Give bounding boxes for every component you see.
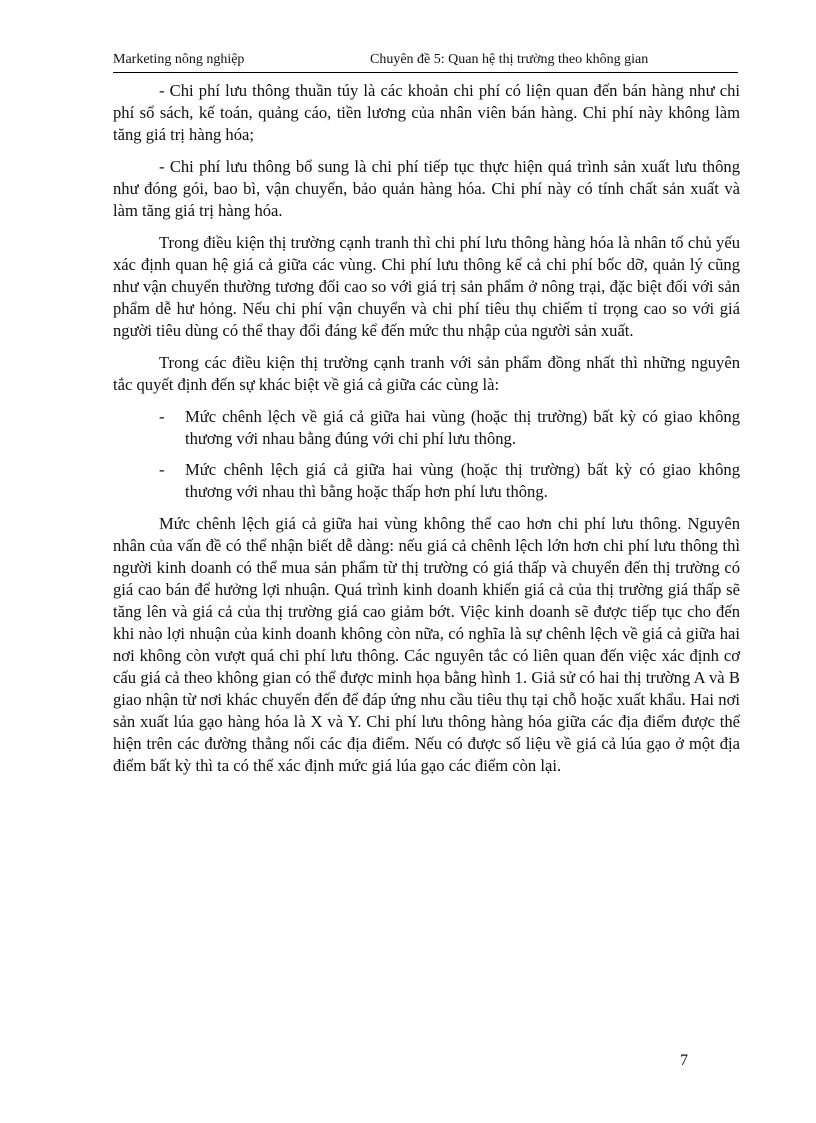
paragraph-price-difference: Mức chênh lệch giá cả giữa hai vùng không thể cao hơn chi phí lưu thông. Nguyên nhân của vấn đề có thể nhận biết dễ dàng: nếu giá cả chênh lệch lớn hơn chi phí lưu thông thì người kinh doanh có thể mua sản phẩm từ thị trường có giá thấp và chuyển đến thị trường có giá cao bán để hưởng lợi nhuận. Quá trình kinh doanh khiến giá cả của thị trường giá thấp sẽ tăng lên và giá cả của thị trường giá cao giảm bớt. Việc kinh doanh sẽ được tiếp tục cho đến khi nào lợi nhuận của kinh doanh không còn nữa, có nghĩa là sự chênh lệch về giá cả giữa hai nơi không còn vượt quá chi phí lưu thông. Các nguyên tắc có liên quan đến việc xác định cơ cấu giá cả theo không gian có thể được minh họa bằng hình 1. Giả sử có hai thị trường A và B giao nhận từ nơi khác chuyển đến để đáp ứng nhu cầu tiêu thụ tại chỗ hoặc xuất khẩu. Hai nơi sản xuất lúa gạo hàng hóa là X và Y. Chi phí lưu thông hàng hóa giữa các địa điểm được thể hiện trên các đường thẳng nối các địa điểm. Nếu có được số liệu về giá cả lúa gạo ở một địa điểm bất kỳ thì ta có thể xác định mức giá lúa gạo các điểm còn lại. (113, 514, 740, 775)
list-item (113, 459, 740, 503)
list-item-text: Mức chênh lệch về giá cả giữa hai vùng (hoặc thị trường) bất kỳ có giao không thương với nhau bằng đúng với chi phí lưu thông. (185, 407, 740, 448)
list-item-text: Mức chênh lệch giá cả giữa hai vùng (hoặc thị trường) bất kỳ có giao không thương với nhau thì bằng hoặc thấp hơn phí lưu thông. (185, 460, 740, 501)
list-item (113, 406, 740, 450)
principles-list (113, 406, 740, 503)
bullet-dash: - (159, 407, 165, 426)
page-number: 7 (680, 1052, 688, 1069)
paragraph-additional-circulation-cost: - Chi phí lưu thông bổ sung là chi phí tiếp tục thực hiện quá trình sản xuất lưu thông như đóng gói, bao bì, vận chuyển, bảo quản hàng hóa. Chi phí này có tính chất sản xuất và làm tăng giá trị hàng hóa. (113, 157, 740, 220)
bullet-dash: - (159, 460, 165, 479)
header-right-title: Chuyên đề 5: Quan hệ thị trường theo không gian (370, 52, 649, 67)
document-body (113, 80, 740, 787)
page-header (113, 52, 738, 73)
paragraph-competitive-market: Trong điều kiện thị trường cạnh tranh thì chi phí lưu thông hàng hóa là nhân tố chủ yếu xác định quan hệ giá cả giữa các vùng. Chi phí lưu thông kể cả chi phí bốc dỡ, quản lý cũng như vận chuyển thường tương đối cao so với giá trị sản phẩm ở nông trại, đặc biệt đối với sản phẩm dễ hư hỏng. Nếu chi phí vận chuyển và chi phí tiêu thụ chiếm tỉ trọng cao so với giá người tiêu dùng có thể thay đổi đáng kể đến mức thu nhập của người sản xuất. (113, 233, 740, 340)
paragraph-principles-intro: Trong các điều kiện thị trường cạnh tranh với sản phẩm đồng nhất thì những nguyên tắc quyết định đến sự khác biệt về giá cả giữa các cùng là: (113, 353, 740, 394)
paragraph-pure-circulation-cost: - Chi phí lưu thông thuần túy là các khoản chi phí có liện quan đến bán hàng như chi phí sổ sách, kế toán, quảng cáo, tiền lương của nhân viên bán hàng. Chi phí này không làm tăng giá trị hàng hóa; (113, 81, 740, 144)
header-left-title: Marketing nông nghiệp (113, 52, 245, 67)
